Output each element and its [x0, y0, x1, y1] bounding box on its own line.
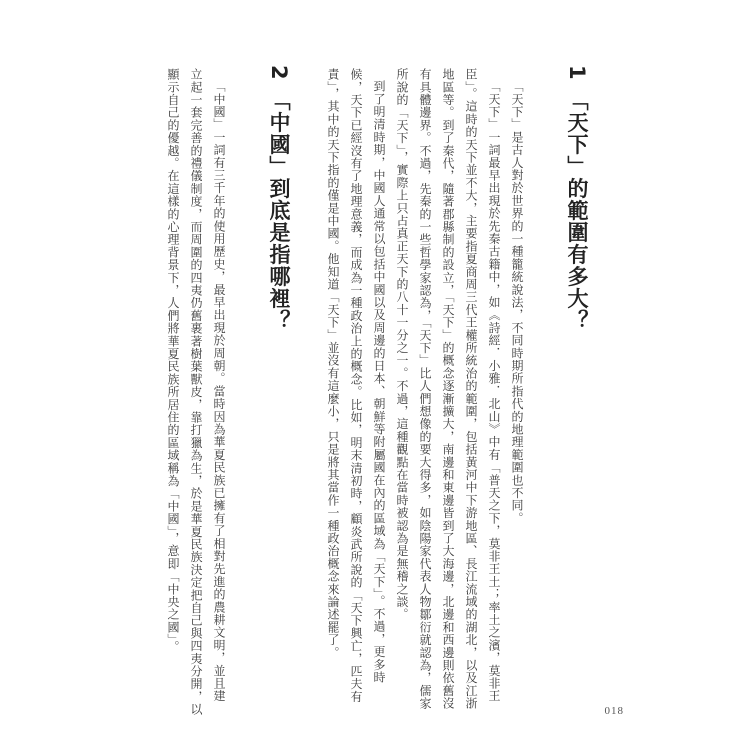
section2-line-1: 「中國」一詞有三千年的使用歷史，最早出現於周朝。當時因為華夏民族已擁有了相對先進的農耕文明，並且建 [212, 80, 226, 703]
section2-line-2: 立起一套完善的禮儀制度，而周圍的四夷仍舊裹著樹葉獸皮，靠打獵為生，於是華夏民族決定把自己與四夷分開，以 [189, 68, 203, 716]
section1-heading [564, 65, 590, 332]
section1-title: 「天下」的範圍有多大？ [565, 89, 589, 332]
section1-line-5: 有具體邊界。不過，先秦的一些哲學家認為，「天下」比人們想像的要大得多，如陰陽家代表人物鄒衍就認為，儒家 [418, 68, 432, 710]
section1-line-7: 到了明清時期，中國人通常以包括中國以及周邊的日本、朝鮮等附屬國在內的區域為「天下」。不過，更多時 [372, 80, 386, 684]
section1-line-9: 責」，其中的天下指的僅是中國。他知道「天下」並沒有這麼小，只是將其當作一種政治概念來論述罷了。 [326, 68, 340, 659]
section1-line-8: 候，天下已經沒有了地理意義，而成為一種政治上的概念。比如，明末清初時，顧炎武所說的「天下興亡，匹夫有 [349, 68, 363, 703]
section1-line-6: 所說的「天下」，實際上只占真正天下的八十一分之一。不過，這種觀點在當時被認為是無稽之談。 [395, 68, 409, 621]
section1-number: 1 [565, 65, 589, 80]
section2-title: 「中國」到底是指哪裡？ [267, 89, 291, 332]
page-number: 018 [604, 705, 624, 717]
section1-line-1: 「天下」是古人對於世界的一種籠統說法，不同時期所指代的地理範圍也不同。 [510, 80, 524, 525]
section2-line-3: 顯示自己的優越。在這樣的心理背景下，人們將華夏民族所居住的區域稱為「中國」，意即「中央之國」。 [166, 68, 180, 653]
section1-line-2: 「天下」一詞最早出現於先秦古籍中，如《詩經．小雅．北山》中有「普天之下，莫非王土；率土之濱，莫非王 [487, 80, 501, 703]
section1-line-3: 臣」。這時的天下並不大，主要指夏商周三代王權所統治的範圍，包括黃河中下游地區、長江流域的湖北，以及江浙 [464, 68, 478, 710]
section2-heading [266, 65, 292, 332]
section2-number: 2 [267, 65, 291, 80]
section1-line-4: 地區等。到了秦代，隨著郡縣制的設立，「天下」的概念逐漸擴大，南邊和東邊皆到了大海邊，北邊和西邊則依舊沒 [441, 68, 455, 710]
